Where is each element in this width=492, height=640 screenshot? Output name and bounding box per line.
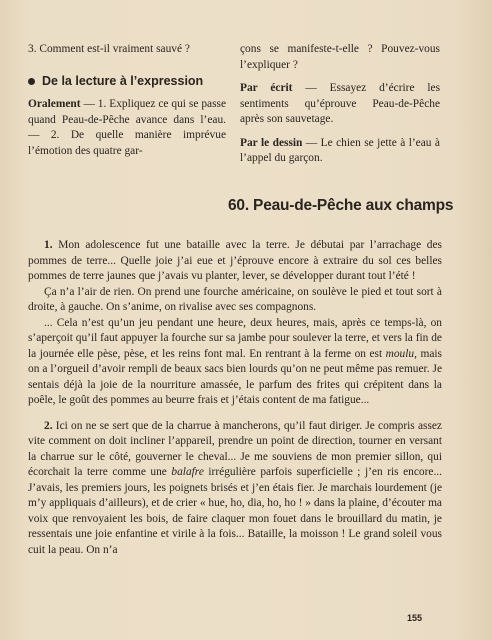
paragraph-1c-text-2: , mais on a l’orgueil d’avoir rempli de beaux sacs bien lourds qu’on ne peut même pas remuer. Je sentais déjà la joie de la nourriture amassée, le parfum des frites qui crépitent dans la poêle, le goût des pommes au beurre frais et j’étais content de ma fatigue... bbox=[28, 347, 442, 406]
oral-label: Oralement bbox=[28, 98, 81, 110]
page-number: 155 bbox=[407, 613, 423, 623]
paragraph-1-text-a: Mon adolescence fut une bataille avec la terre. Je débutai par l’arrachage des pommes de terre... Quelle joie j’ai eue et j’éprouve encore à extraire du sol ces belles pommes de terre jaunes que j’avais vu planter, lever, se développer durant tout l’été ! bbox=[28, 239, 442, 282]
oral-exercise bbox=[28, 97, 226, 159]
section-heading-text: De la lecture à l’expression bbox=[42, 73, 204, 88]
drawing-exercise bbox=[240, 136, 440, 167]
written-text: — Essayez d’écrire les sentiments qu’éprouve Peau-de-Pêche après son sauvetage. bbox=[240, 82, 440, 125]
paragraph-2-number: 2. bbox=[44, 419, 53, 432]
paragraph-1c-text: ... Cela n’est qu’un jeu pendant une heure, deux heures, mais, après ce temps-là, on s’aperçoit qu’il faut appuyer la fourche sur sa jambe pour soulever la terre, et vers la fin de la journée elle pèse, pèse, et les reins font mal. En rentrant à la ferme on est bbox=[28, 316, 442, 360]
section-heading bbox=[28, 74, 226, 90]
drawing-label: Par le dessin bbox=[240, 136, 303, 149]
oral-text: — 1. Expliquez ce qui se passe quand Peau-de-Pêche avance dans l’eau. — 2. De quelle manière imprévue l’émotion des quatre gar- bbox=[28, 98, 226, 157]
paragraph-2-italic: balafre bbox=[171, 466, 204, 478]
right-column bbox=[240, 42, 440, 167]
question-3: 3. Comment est-il vraiment sauvé ? bbox=[28, 43, 190, 55]
paragraph-1-number: 1. bbox=[44, 239, 53, 251]
chapter-body bbox=[28, 238, 442, 558]
written-label: Par écrit bbox=[240, 82, 293, 94]
oral-continuation: çons se manifeste-t-elle ? Pouvez-vous l’expliquer ? bbox=[240, 43, 440, 71]
drawing-text: — Le chien se jette à l’eau à l’appel du garçon. bbox=[240, 136, 440, 164]
paragraph-1b: Ça n’a l’air de rien. On prend une fourche américaine, on soulève le pied et tout sort à droite, à gauche. On s’anime, on rivalise avec ses compagnons. bbox=[28, 285, 442, 313]
paragraph-1c-italic: moulu bbox=[385, 347, 415, 360]
paragraph-2-text-1: Ici on ne se sert que de la charrue à mancherons, qu’il faut diriger. Je compris assez vite comment on doit incliner l’appareil, prendre un point de direction, tourner en versant la charrue sur le côté, gouverner le cheval... Je me souviens de mon premier sillon, qui écorchait la terre comme une bbox=[28, 419, 442, 478]
left-column bbox=[28, 42, 226, 159]
paragraph-1c bbox=[28, 316, 442, 409]
paragraph-1 bbox=[28, 238, 442, 285]
chapter-title: 60. Peau-de-Pêche aux champs bbox=[228, 197, 454, 214]
written-exercise bbox=[240, 81, 440, 128]
paragraph-2 bbox=[28, 419, 442, 559]
bullet-icon bbox=[28, 78, 35, 85]
paragraph-2-text-2: irrégulière parfois superficielle ; j’en ris encore... J’avais, les premiers jours, les poignets brisés et j’en étais fier. Je marchais lourdement (je m’y appliquais d’ailleurs), et de crier « hue, ho, dia, ho, ho ! » dans la plaine, d’écouter ma voix que renvoyaient les bois, de faire claquer mon fouet dans le brouillard du matin, je ressentais une joie enfantine et virile à la fois... Bataille, la moisson ! Le grand soleil vous cuit la peau. On n’a bbox=[28, 466, 443, 556]
